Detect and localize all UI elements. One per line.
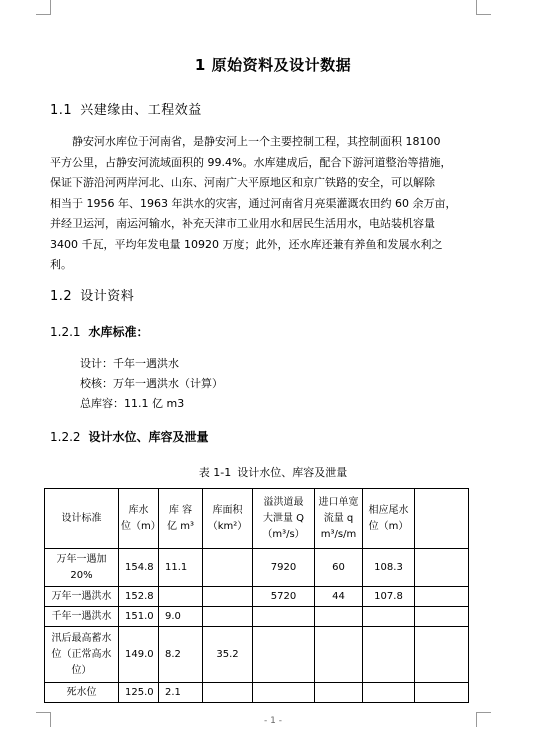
cell-unit-width: 60	[315, 549, 363, 587]
list-item: 设计：千年一遇洪水	[80, 357, 179, 370]
cell-unit-width	[315, 607, 363, 627]
cell-empty	[415, 549, 469, 587]
cell-area	[203, 549, 253, 587]
section-title: 兴建缘由、工程效益	[80, 103, 202, 118]
table-caption-number: 表 1-1	[198, 466, 232, 479]
table-caption-title: 设计水位、库容及泄量	[237, 466, 348, 479]
list-item: 总库容：11.1 亿 m3	[80, 397, 185, 410]
cell-capacity: 2.1	[159, 683, 203, 703]
paragraph-line: 静安河水库位于河南省，是静安河上一个主要控制工程，其控制面积 18100	[72, 135, 441, 148]
cell-level: 154.8	[119, 549, 159, 587]
cell-discharge	[253, 683, 315, 703]
cell-area	[203, 683, 253, 703]
cell-level: 125.0	[119, 683, 159, 703]
cell-capacity: 11.1	[159, 549, 203, 587]
table-header-row	[45, 489, 469, 549]
table-row	[45, 607, 469, 627]
cell-tail	[363, 627, 415, 683]
cell-discharge	[253, 627, 315, 683]
section-number: 1.2.1	[50, 325, 81, 339]
header-empty	[415, 489, 469, 549]
cell-level: 149.0	[119, 627, 159, 683]
paragraph-line: 3400 千瓦，平均年发电量 10920 万度；此外，还水库还兼有养鱼和发展水利之	[50, 237, 443, 251]
table-caption	[0, 464, 546, 480]
cell-unit-width: 44	[315, 587, 363, 607]
cell-empty	[415, 683, 469, 703]
cell-area: 35.2	[203, 627, 253, 683]
header-area: 库面积 （km²）	[203, 489, 253, 549]
crop-mark-top-right	[476, 0, 491, 15]
table-row	[45, 627, 469, 683]
section-heading-1-2-2	[50, 428, 209, 445]
cell-empty	[415, 587, 469, 607]
cell-tail	[363, 683, 415, 703]
cell-level: 152.8	[119, 587, 159, 607]
cell-tail	[363, 607, 415, 627]
paragraph-line: 并经卫运河，南运河输水，补充天津市工业用水和居民生活用水，电站装机容量	[50, 217, 435, 230]
standard-list	[80, 354, 223, 414]
paragraph-line: 平方公里，占静安河流域面积的 99.4%。水库建成后，配合下游河道整治等措施，	[50, 155, 452, 169]
cell-capacity	[159, 587, 203, 607]
page-number: - 1 -	[264, 716, 282, 726]
cell-area	[203, 587, 253, 607]
cell-standard: 死水位	[45, 683, 119, 703]
cell-discharge	[253, 607, 315, 627]
paragraph-line: 利。	[50, 258, 72, 271]
header-unit-width: 进口单宽 流量 q m³/s/m	[315, 489, 363, 549]
cell-standard: 千年一遇洪水	[45, 607, 119, 627]
cell-tail: 108.3	[363, 549, 415, 587]
section-heading-1-1	[50, 99, 202, 118]
paragraph-line: 相当于 1956 年、1963 年洪水的灾害，通过河南省月亮渠灌溉农田约 60 余万亩，	[50, 196, 457, 210]
section-heading-1-2	[50, 285, 134, 304]
cell-unit-width	[315, 683, 363, 703]
cell-standard: 汛后最高蓄水 位（正常高水 位）	[45, 627, 119, 683]
cell-capacity: 8.2	[159, 627, 203, 683]
cell-empty	[415, 627, 469, 683]
cell-area	[203, 607, 253, 627]
table-row	[45, 587, 469, 607]
section-heading-1-2-1	[50, 323, 149, 340]
section-title: 设计水位、库容及泄量	[88, 430, 209, 444]
header-tail: 相应尾水 位（m）	[363, 489, 415, 549]
header-level: 库水 位（m）	[119, 489, 159, 549]
cell-standard: 万年一遇加 20%	[45, 549, 119, 587]
design-data-table	[44, 488, 469, 703]
section-title: 水库标准：	[88, 325, 149, 339]
cell-level: 151.0	[119, 607, 159, 627]
table-row	[45, 683, 469, 703]
section-title: 设计资料	[80, 289, 135, 304]
table-row	[45, 549, 469, 587]
chapter-title: 1 原始资料及设计数据	[194, 56, 352, 74]
cell-standard: 万年一遇洪水	[45, 587, 119, 607]
header-discharge: 溢洪道最 大泄量 Q （m³/s）	[253, 489, 315, 549]
cell-capacity: 9.0	[159, 607, 203, 627]
section-number: 1.1	[50, 103, 73, 118]
header-capacity: 库 容 亿 m³	[159, 489, 203, 549]
cell-discharge: 7920	[253, 549, 315, 587]
section-1-1-paragraph	[50, 132, 496, 276]
section-number: 1.2.2	[50, 430, 81, 444]
crop-mark-top-left	[36, 0, 51, 15]
paragraph-line: 保证下游沿河两岸河北、山东、河南广大平原地区和京广铁路的安全，可以解除	[50, 176, 435, 189]
section-number: 1.2	[50, 289, 73, 304]
cell-tail: 107.8	[363, 587, 415, 607]
cell-discharge: 5720	[253, 587, 315, 607]
list-item: 校核：万年一遇洪水（计算）	[80, 377, 223, 390]
header-standard: 设计标准	[45, 489, 119, 549]
cell-empty	[415, 607, 469, 627]
cell-unit-width	[315, 627, 363, 683]
